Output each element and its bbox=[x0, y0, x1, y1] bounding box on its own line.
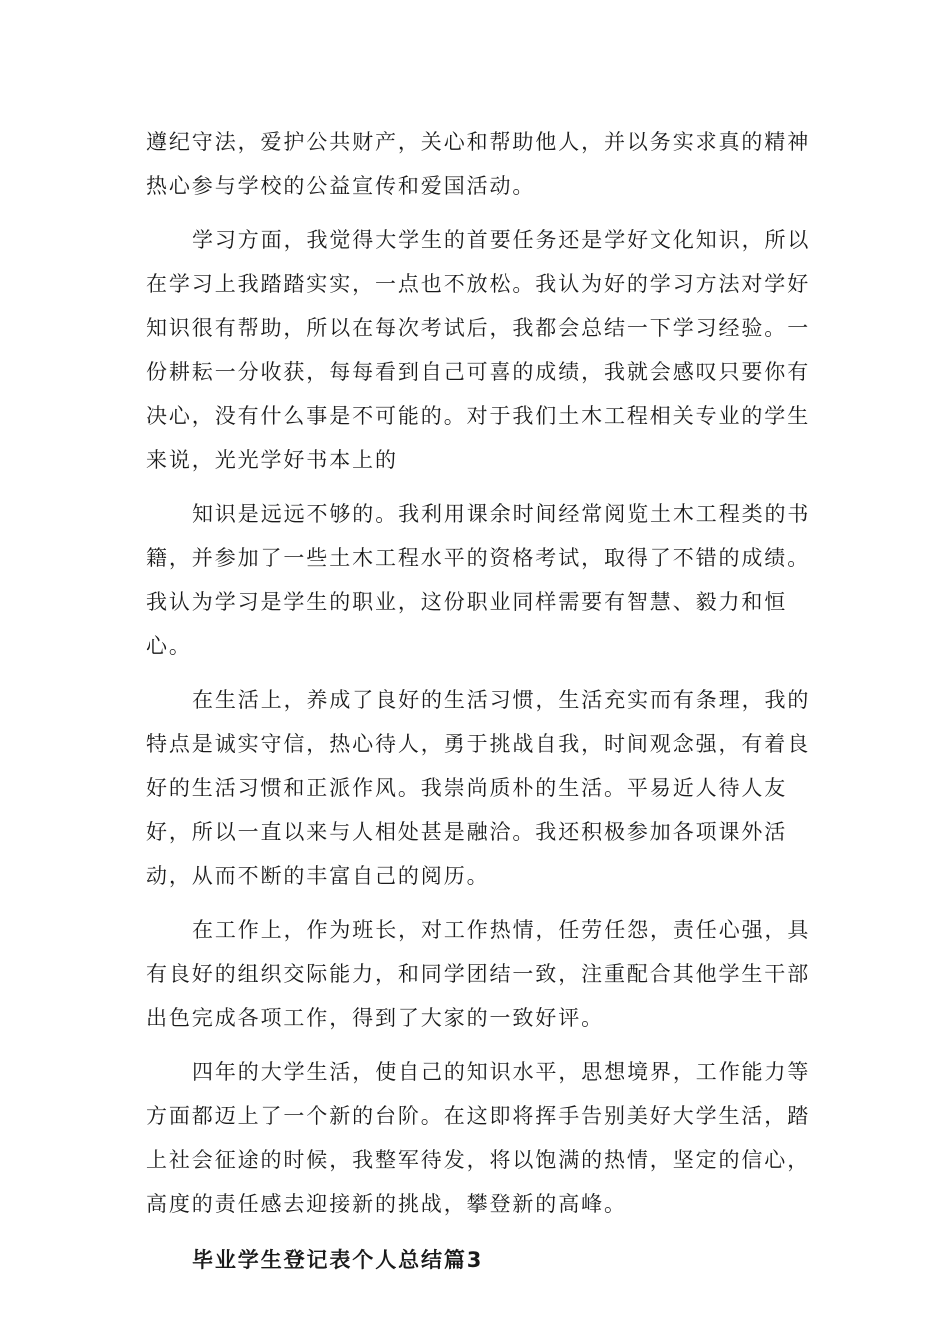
paragraph-work: 在工作上，作为班长，对工作热情，任劳任怨，责任心强，具有良好的组织交际能力，和同学团结一致，注重配合其他学生干部出色完成各项工作，得到了大家的一致好评。 bbox=[146, 918, 811, 1030]
paragraph-knowledge: 知识是远远不够的。我利用课余时间经常阅览土木工程类的书籍，并参加了一些土木工程水平的资格考试，取得了不错的成绩。我认为学习是学生的职业，这份职业同样需要有智慧、毅力和恒心。 bbox=[146, 502, 811, 658]
paragraph-conclusion: 四年的大学生活，使自己的知识水平，思想境界，工作能力等方面都迈上了一个新的台阶。在这即将挥手告别美好大学生活，踏上社会征途的时候，我整军待发，将以饱满的热情，坚定的信心，高度的责任感去迎接新的挑战，攀登新的高峰。 bbox=[146, 1060, 811, 1216]
paragraph-study: 学习方面，我觉得大学生的首要任务还是学好文化知识，所以在学习上我踏踏实实，一点也不放松。我认为好的学习方法对学好知识很有帮助，所以在每次考试后，我都会总结一下学习经验。一份耕耘一分收获，每每看到自己可喜的成绩，我就会感叹只要你有决心，没有什么事是不可能的。对于我们土木工程相关专业的学生来说，光光学好书本上的 bbox=[146, 228, 811, 472]
paragraph-life: 在生活上，养成了良好的生活习惯，生活充实而有条理，我的特点是诚实守信，热心待人，勇于挑战自我，时间观念强，有着良好的生活习惯和正派作风。我崇尚质朴的生活。平易近人待人友好，所以一直以来与人相处甚是融洽。我还积极参加各项课外活动，从而不断的丰富自己的阅历。 bbox=[146, 688, 811, 888]
document-body bbox=[146, 120, 816, 1282]
paragraph-conduct: 遵纪守法，爱护公共财产，关心和帮助他人，并以务实求真的精神热心参与学校的公益宣传和爱国活动。 bbox=[146, 130, 811, 198]
section-heading: 毕业学生登记表个人总结篇3 bbox=[192, 1248, 484, 1272]
